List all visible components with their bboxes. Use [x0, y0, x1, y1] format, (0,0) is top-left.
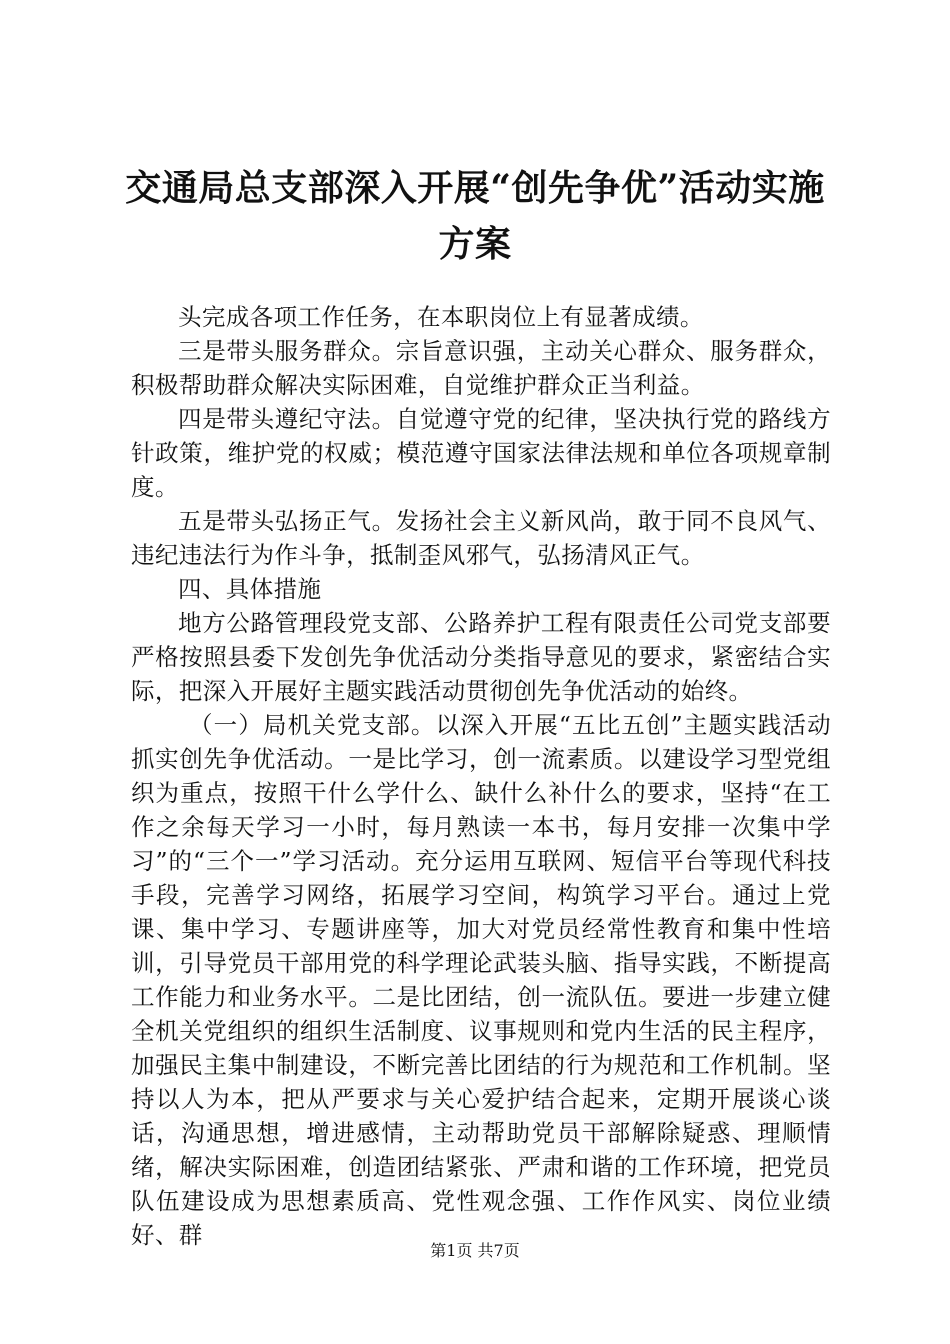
- paragraph-5: 地方公路管理段党支部、公路养护工程有限责任公司党支部要严格按照县委下发创先争优活动分类指导意见的要求，紧密结合实际，把深入开展好主题实践活动贯彻创先争优活动的始终。: [131, 609, 831, 705]
- document-body: [131, 300, 831, 1252]
- paragraph-6: （一）局机关党支部。以深入开展“五比五创”主题实践活动抓实创先争优活动。一是比学习，创一流素质。以建设学习型党组织为重点，按照干什么学什么、缺什么补什么的要求，坚持“在工作之余每天学习一小时，每月熟读一本书，每月安排一次集中学习”的“三个一”学习活动。充分运用互联网、短信平台等现代科技手段，完善学习网络，拓展学习空间，构筑学习平台。通过上党课、集中学习、专题讲座等，加大对党员经常性教育和集中性培训，引导党员干部用党的科学理论武装头脑、指导实践，不断提高工作能力和业务水平。二是比团结，创一流队伍。要进一步建立健全机关党组织的组织生活制度、议事规则和党内生活的民主程序，加强民主集中制建设，不断完善比团结的行为规范和工作机制。坚持以人为本，把从严要求与关心爱护结合起来，定期开展谈心谈话，沟通思想，增进感情，主动帮助党员干部解除疑惑、理顺情绪，解决实际困难，创造团结紧张、严肃和谐的工作环境，把党员队伍建设成为思想素质高、党性观念强、工作作风实、岗位业绩好、群: [131, 711, 831, 1249]
- paragraph-2: 三是带头服务群众。宗旨意识强，主动关心群众、服务群众，积极帮助群众解决实际困难，自觉维护群众正当利益。: [131, 337, 831, 399]
- paragraph-4: 五是带头弘扬正气。发扬社会主义新风尚，敢于同不良风气、违纪违法行为作斗争，抵制歪风邪气，弘扬清风正气。: [131, 507, 831, 569]
- section-heading: 四、具体措施: [178, 575, 322, 603]
- document-title-line-1: 交通局总支部深入开展“创先争优”活动实施: [125, 167, 825, 209]
- page-number-footer: 第1页 共7页: [430, 1241, 520, 1260]
- document-title-line-2: 方案: [438, 223, 512, 265]
- paragraph-1: 头完成各项工作任务，在本职岗位上有显著成绩。: [178, 303, 704, 331]
- paragraph-3: 四是带头遵纪守法。自觉遵守党的纪律，坚决执行党的路线方针政策，维护党的权威；模范遵守国家法律法规和单位各项规章制度。: [131, 405, 831, 501]
